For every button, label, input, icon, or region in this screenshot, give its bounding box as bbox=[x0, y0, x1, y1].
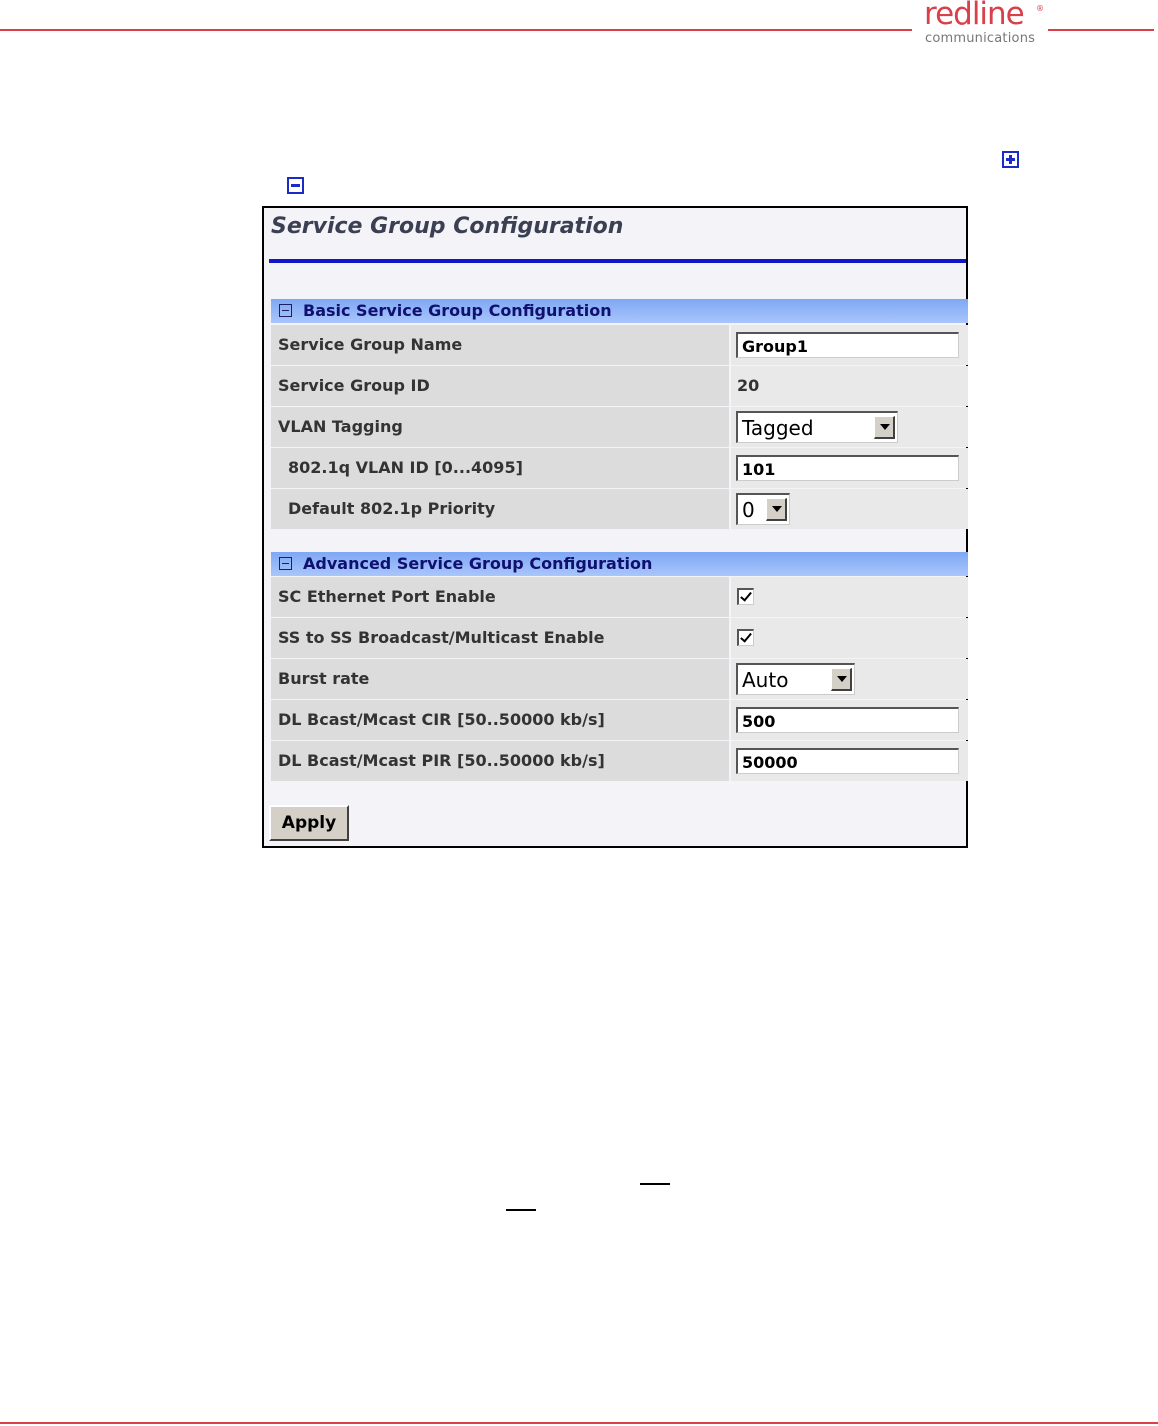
row-sc-ethernet-port bbox=[271, 577, 968, 617]
underline-mark bbox=[506, 1209, 536, 1211]
row-vlan-tagging bbox=[271, 407, 968, 447]
default-priority-selected: 0 bbox=[742, 498, 755, 522]
sc-ethernet-port-label: SC Ethernet Port Enable bbox=[278, 587, 496, 606]
title-divider bbox=[269, 259, 966, 263]
chevron-down-icon[interactable] bbox=[766, 498, 787, 521]
footer-rule bbox=[0, 1422, 1158, 1424]
dl-pir-input[interactable]: 50000 bbox=[736, 748, 959, 774]
row-ss-broadcast bbox=[271, 618, 968, 658]
default-priority-label: Default 802.1p Priority bbox=[288, 499, 496, 518]
collapse-minus-icon bbox=[287, 177, 304, 194]
vlan-id-label: 802.1q VLAN ID [0...4095] bbox=[288, 458, 523, 477]
burst-rate-select[interactable] bbox=[736, 663, 855, 695]
header-rule-right bbox=[1048, 29, 1154, 31]
basic-section-header[interactable] bbox=[271, 299, 968, 323]
burst-rate-label: Burst rate bbox=[278, 669, 370, 688]
dl-cir-label: DL Bcast/Mcast CIR [50..50000 kb/s] bbox=[278, 710, 605, 729]
dl-cir-input[interactable]: 500 bbox=[736, 707, 959, 733]
header-rule-left bbox=[0, 29, 912, 31]
ss-broadcast-checkbox[interactable] bbox=[737, 629, 754, 646]
vlan-id-input[interactable]: 101 bbox=[736, 455, 959, 481]
default-priority-select[interactable] bbox=[736, 493, 790, 525]
row-default-priority bbox=[271, 489, 968, 529]
chevron-down-icon[interactable] bbox=[831, 668, 852, 691]
apply-button[interactable]: Apply bbox=[269, 805, 349, 841]
logo-registered-mark: ® bbox=[1036, 4, 1044, 13]
advanced-section-label: Advanced Service Group Configuration bbox=[303, 554, 653, 573]
logo-subtitle: communications bbox=[925, 31, 1036, 46]
burst-rate-selected: Auto bbox=[742, 668, 789, 692]
advanced-section-header[interactable] bbox=[271, 552, 968, 576]
service-group-config-panel bbox=[262, 206, 968, 848]
dl-pir-label: DL Bcast/Mcast PIR [50..50000 kb/s] bbox=[278, 751, 605, 770]
chevron-down-icon[interactable] bbox=[874, 416, 895, 439]
row-service-group-name bbox=[271, 325, 968, 365]
logo-wordmark: redline bbox=[924, 0, 1024, 32]
service-group-name-input[interactable]: Group1 bbox=[736, 332, 959, 358]
row-dl-pir bbox=[271, 741, 968, 781]
underline-mark bbox=[640, 1183, 670, 1185]
sc-ethernet-port-checkbox[interactable] bbox=[737, 588, 754, 605]
row-dl-cir bbox=[271, 700, 968, 740]
panel-title: Service Group Configuration bbox=[271, 214, 624, 239]
expand-plus-icon bbox=[1002, 151, 1019, 168]
service-group-id-label: Service Group ID bbox=[278, 376, 430, 395]
row-burst-rate bbox=[271, 659, 968, 699]
row-service-group-id bbox=[271, 366, 968, 406]
basic-section-label: Basic Service Group Configuration bbox=[303, 301, 612, 320]
vlan-tagging-select[interactable] bbox=[736, 411, 898, 443]
service-group-name-label: Service Group Name bbox=[278, 335, 463, 354]
ss-broadcast-label: SS to SS Broadcast/Multicast Enable bbox=[278, 628, 605, 647]
redline-logo bbox=[922, 0, 1044, 48]
service-group-id-value: 20 bbox=[737, 376, 760, 395]
collapse-minus-icon[interactable] bbox=[279, 304, 292, 317]
collapse-minus-icon[interactable] bbox=[279, 557, 292, 570]
row-vlan-id bbox=[271, 448, 968, 488]
vlan-tagging-label: VLAN Tagging bbox=[278, 417, 403, 436]
vlan-tagging-selected: Tagged bbox=[742, 416, 814, 440]
